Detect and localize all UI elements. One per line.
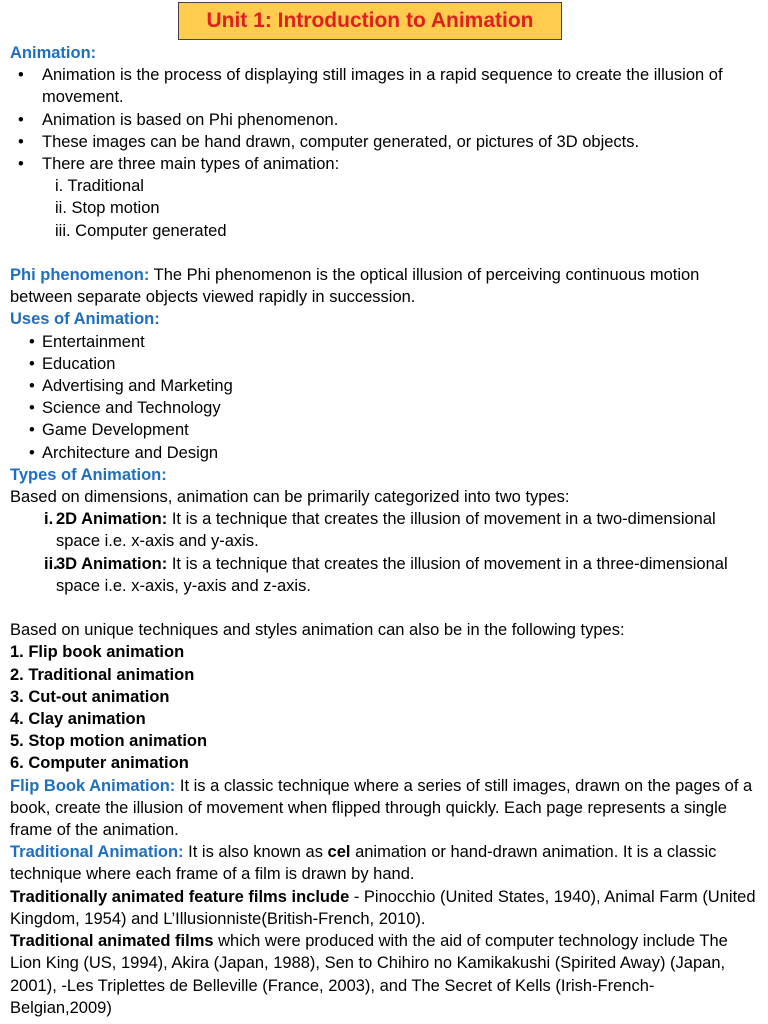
uses-heading: Uses of Animation: [10, 310, 160, 329]
phi-heading: Phi phenomenon: [10, 266, 150, 285]
main-type-item: iii. Computer generated [55, 221, 227, 240]
animation-bullet: • There are three main types of animation: [18, 155, 340, 174]
technique-item: 4. Clay animation [10, 710, 146, 729]
phi-paragraph: Phi phenomenon: The Phi phenomenon is the optical illusion of perceiving continuous motion between separate objects viewed rapidly in succession. [10, 266, 700, 307]
traditional-heading: Traditional Animation: [10, 843, 184, 862]
technique-item: 6. Computer animation [10, 754, 189, 773]
uses-item: • Education [29, 354, 116, 373]
uses-item: • Game Development [29, 421, 189, 440]
technique-item: 5. Stop motion animation [10, 732, 208, 751]
main-type-item: i. Traditional [55, 177, 144, 196]
animation-bullet: • Animation is the process of displaying still images in a rapid sequence to create the illusion of movement. [18, 66, 723, 107]
uses-item: • Entertainment [29, 332, 145, 351]
technique-item: 2. Traditional animation [10, 665, 195, 684]
flipbook-heading: Flip Book Animation: [10, 776, 176, 795]
computer-aided-films-paragraph: Traditional animated films which were produced with the aid of computer technology include The Lion King (US, 1994), Akira (Japan, 1988), Sen to Chihiro no Kamikakushi (Spirited Away) (Japan, 2001), -Les Triplettes de Belleville (France, 2003), and The Secret of Kells (Irish-French- Belgian,2009) [10, 932, 728, 1017]
dimension-item-3d: ii. 3D Animation: It is a technique that creates the illusion of movement in a three-dimensional space i.e. x-axis, y-axis and z-axis. [44, 554, 728, 595]
types-heading: Types of Animation: [10, 465, 167, 484]
uses-item: • Architecture and Design [29, 443, 219, 462]
traditional-films-paragraph: Traditionally animated feature films include - Pinocchio (United States, 1940), Animal Farm (United Kingdom, 1954) and L’Illusionniste(British-French, 2010). [10, 887, 756, 928]
animation-heading: Animation: [10, 44, 97, 62]
technique-intro: Based on unique techniques and styles animation can also be in the following types: [10, 621, 625, 640]
animation-bullet: • These images can be hand drawn, computer generated, or pictures of 3D objects. [18, 132, 640, 151]
animation-bullet: • Animation is based on Phi phenomenon. [18, 110, 339, 129]
uses-item: • Advertising and Marketing [29, 377, 233, 396]
traditional-paragraph: Traditional Animation: It is also known as cel animation or hand-drawn animation. It is a classic technique where each frame of a film is drawn by hand. [10, 843, 717, 884]
types-intro: Based on dimensions, animation can be primarily categorized into two types: [10, 488, 570, 507]
page-title: Unit 1: Introduction to Animation [178, 2, 562, 40]
technique-item: 3. Cut-out animation [10, 687, 170, 706]
uses-item: • Science and Technology [29, 399, 221, 418]
flipbook-paragraph: Flip Book Animation: It is a classic technique where a series of still images, drawn on the pages of a book, create the illusion of movement when flipped through quickly. Each page represents a single frame of the animation. [10, 776, 753, 840]
main-type-item: ii. Stop motion [55, 199, 160, 218]
technique-item: 1. Flip book animation [10, 643, 185, 662]
document-body [10, 42, 758, 1019]
dimension-item-2d: i. 2D Animation: It is a technique that creates the illusion of movement in a two-dimensional space i.e. x-axis and y-axis. [44, 510, 716, 551]
